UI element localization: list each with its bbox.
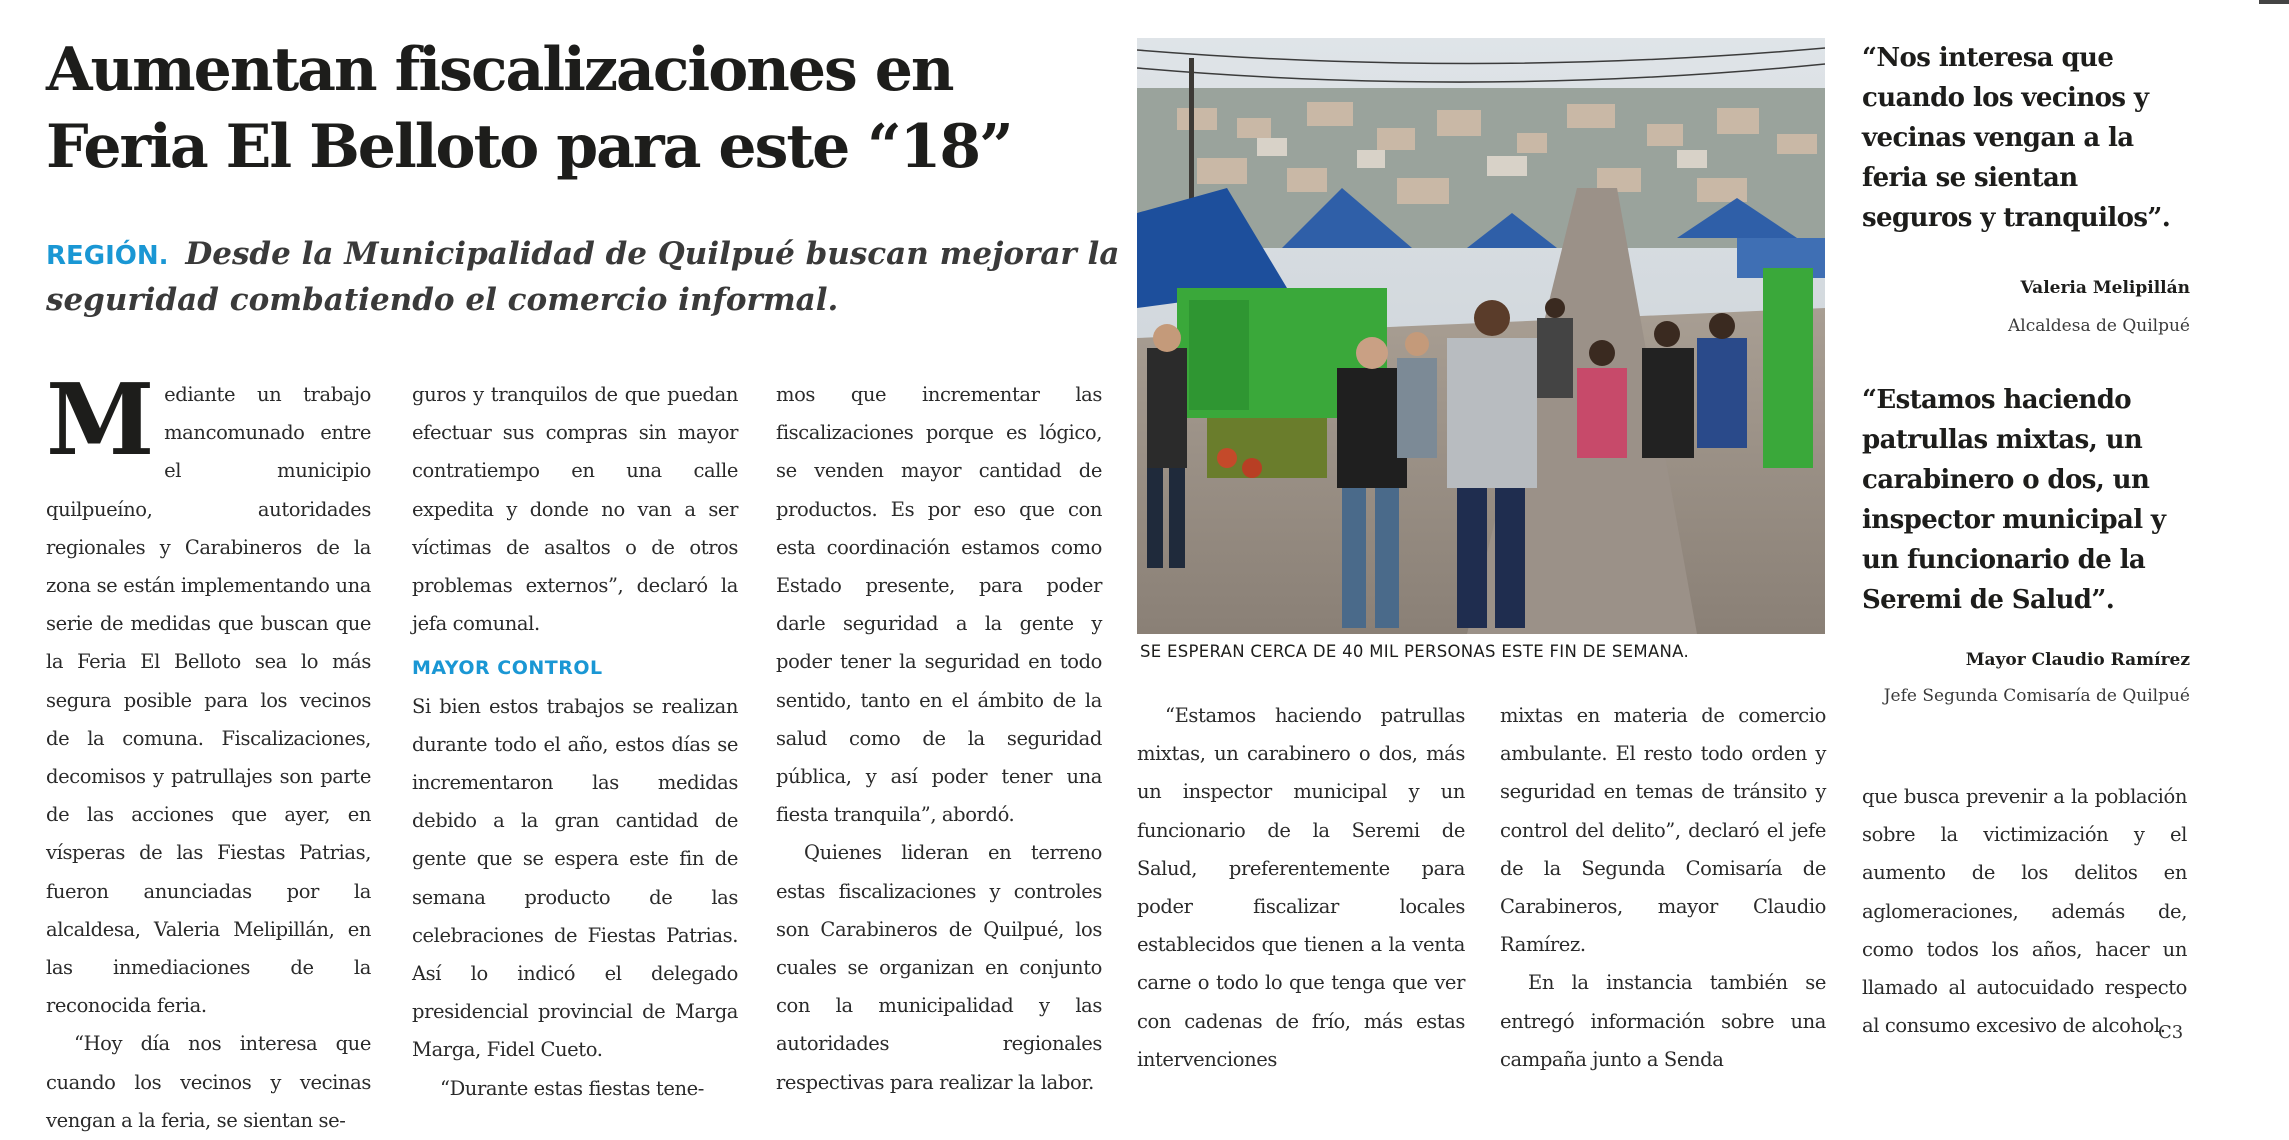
photo-caption: SE ESPERAN CERCA DE 40 MIL PERSONAS ESTE FIN DE SEMANA. [1140,642,1690,661]
end-mark: C3 [2158,1022,2184,1043]
headline [46,32,1126,186]
body-paragraph [46,363,371,1025]
body-paragraph: que busca prevenir a la población sobre la victimización y el aumento de los delitos en aglomeraciones, además de, como todos los años, hacer un llamado al autocuidado respecto al consumo excesivo de alcohol. [1862,785,2187,1038]
body-paragraph: Si bien estos trabajos se realizan durante todo el año, estos días se incrementaron las medidas debido a la gran cantidad de gente que se espera este fin de semana producto de las celebraciones de Fiestas Patrias. Así lo indicó el delegado presidencial provincial de Marga Marga, Fidel Cueto. [412,694,738,1062]
headline-line-1: Aumentan fiscalizaciones en [46,35,953,105]
subhead-mayor-control: MAYOR CONTROL [412,657,603,680]
body-paragraph: Quienes lideran en terreno estas fiscalizaciones y controles son Carabineros de Quilpué, los cuales se organizan en conjunto con la municipalidad y las autoridades regionales respectivas para realizar la labor. [776,841,1102,1094]
body-paragraph: En la instancia también se entregó información sobre una campaña junto a Senda [1500,971,1826,1071]
pull-quote-2: “Estamos haciendo patrullas mixtas, un carabinero o dos, un inspector municipal y un funcionario de la Seremi de Salud”. [1862,385,2166,615]
body-paragraph: guros y tranquilos de que puedan efectuar sus compras sin mayor contratiempo en una calle expedita y donde no van a ser víctimas de asaltos o de otros problemas externos”, declaró la jefa comunal. [412,383,738,636]
body-paragraph: “Hoy día nos interesa que cuando los vecinos y vecinas vengan a la feria, se sientan se- [46,1032,371,1132]
body-column-2 [412,376,738,1108]
body-paragraph: mixtas en materia de comercio ambulante. El resto todo orden y seguridad en temas de tránsito y control del delito”, declaró el jefe de la Segunda Comisaría de Carabineros, mayor Claudio Ramírez. [1500,704,1826,957]
pull-quote-1-name: Valeria Melipillán [2020,278,2190,298]
pull-quote-2-name: Mayor Claudio Ramírez [1965,650,2190,670]
deck-text: Desde la Municipalidad de Quilpué buscan mejorar la seguridad combatiendo el comercio informal. [46,236,1120,318]
pull-quote-1-role: Alcaldesa de Quilpué [2007,316,2190,336]
section-kicker: REGIÓN. [46,241,169,271]
body-column-6 [1862,778,2187,1045]
market-photo [1137,38,1825,634]
pull-quote-2-role: Jefe Segunda Comisaría de Quilpué [1883,686,2190,706]
pull-quote-1: “Nos interesa que cuando los vecinos y vecinas vengan a la feria se sientan seguros y tranquilos”. [1862,43,2171,233]
body-paragraph: “Estamos haciendo patrullas mixtas, un carabinero o dos, más un inspector municipal y un funcionario de la Seremi de Salud, preferentemente para poder fiscalizar locales establecidos que tienen a la venta carne o todo lo que tenga que ver con cadenas de frío, más estas intervenciones [1137,704,1465,1071]
deck [46,232,1126,322]
drop-cap: M [46,363,155,478]
body-column-3 [776,376,1102,1102]
body-paragraph: mos que incrementar las fiscalizaciones porque es lógico, se venden mayor cantidad de productos. Es por eso que con esta coordinación estamos como Estado presente, para poder darle seguridad a la gente y poder tener la seguridad en todo sentido, tanto en el ámbito de la salud como de la seguridad pública, y así poder tener una fiesta tranquila”, abordó. [776,383,1102,827]
paragraph-text: ediante un trabajo mancomunado entre el municipio quilpueíno, autoridades regionales y Carabineros de la zona se están implementando una serie de medidas que buscan que la Feria El Belloto sea lo más segura posible para los vecinos de la comuna. Fiscalizaciones, decomisos y patrullajes son parte de las acciones que ayer, en vísperas de las Fiestas Patrias, fueron anunciadas por la alcaldesa, Valeria Melipillán, en las inmediaciones de la reconocida feria. [46,383,371,1018]
body-column-1 [46,363,371,1140]
headline-line-2: Feria El Belloto para este “18” [46,112,1012,182]
body-column-4 [1137,697,1465,1079]
market-photo-illustration [1137,38,1825,634]
top-rule [2259,0,2289,4]
body-column-5 [1500,697,1826,1079]
body-paragraph: “Durante estas fiestas tene- [440,1076,704,1100]
